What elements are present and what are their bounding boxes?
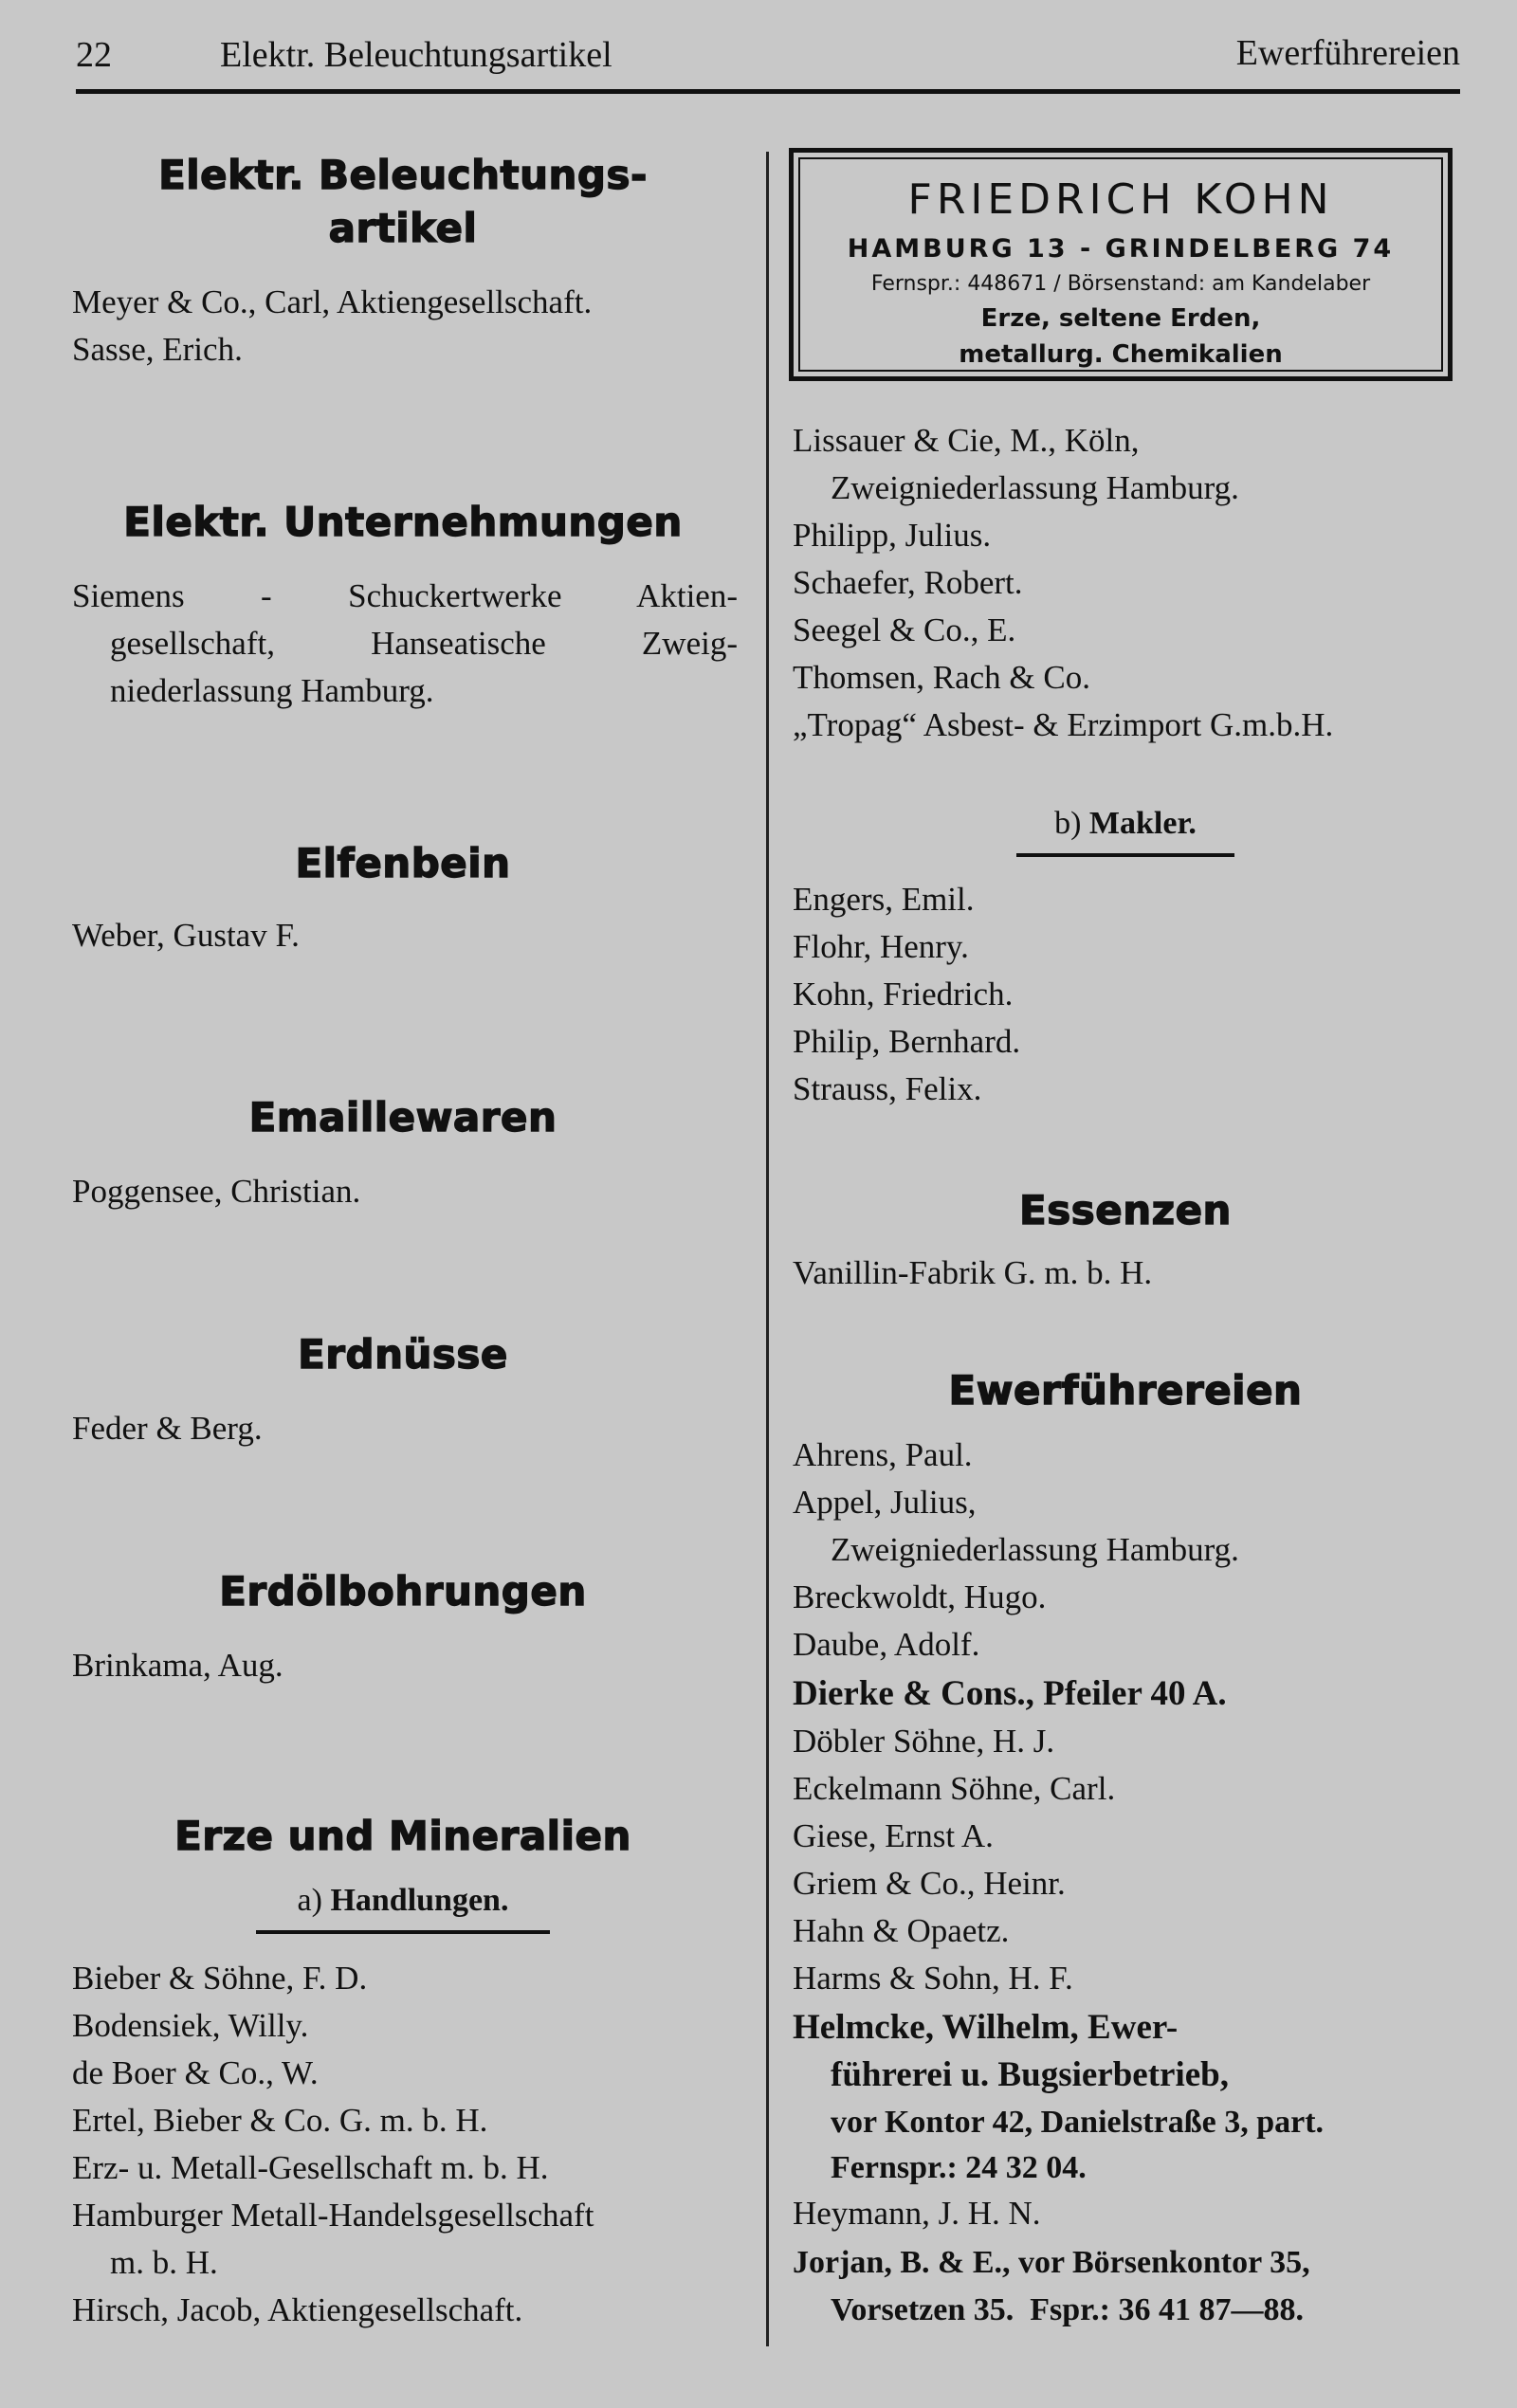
ad-company-name: FRIEDRICH KOHN [907, 175, 1334, 224]
subheading-prefix: a) [297, 1883, 322, 1918]
list-item-bold: Dierke & Cons., Pfeiler 40 A. [793, 1674, 1227, 1713]
list-item: Seegel & Co., E. [793, 611, 1016, 648]
list-item: Eckelmann Söhne, Carl. [793, 1770, 1116, 1807]
list-item: Griem & Co., Heinr. [793, 1865, 1066, 1902]
list-item: de Boer & Co., W. [72, 2054, 319, 2091]
list-item: Siemens - Schuckertwerke Aktien- [72, 577, 738, 614]
list-item: Bodensiek, Willy. [72, 2007, 309, 2044]
section-heading: Essenzen [1019, 1187, 1232, 1233]
list-item: Bieber & Söhne, F. D. [72, 1960, 368, 1997]
list-item: Hahn & Opaetz. [793, 1912, 1010, 1949]
list-item: Sasse, Erich. [72, 331, 243, 368]
subheading-rule [1016, 853, 1234, 857]
list-item-bold: vor Kontor 42, Danielstraße 3, part. [831, 2105, 1325, 2140]
section-heading: Erze und Mineralien [174, 1813, 631, 1859]
header-title: Elektr. Beleuchtungsartikel [220, 35, 612, 75]
section-heading: Erdnüsse [298, 1331, 508, 1377]
list-item: Giese, Ernst A. [793, 1817, 994, 1854]
list-item: Hirsch, Jacob, Aktiengesellschaft. [72, 2291, 523, 2328]
list-item: Feder & Berg. [72, 1410, 263, 1447]
list-item-bold: Vorsetzen 35. Fspr.: 36 41 87—88. [831, 2292, 1304, 2327]
list-item: Ahrens, Paul. [793, 1436, 973, 1473]
list-item-bold: Helmcke, Wilhelm, Ewer- [793, 2008, 1179, 2047]
header-rule [76, 89, 1460, 94]
section-heading: Erdölbohrungen [219, 1568, 587, 1614]
section-heading-cont: artikel [328, 205, 478, 251]
list-item: gesellschaft, Hanseatische Zweig- [110, 625, 738, 662]
list-item: Philipp, Julius. [793, 517, 992, 554]
subheading [789, 802, 1462, 846]
list-item: Lissauer & Cie, M., Köln, [793, 422, 1140, 459]
list-item: „Tropag“ Asbest- & Erzimport G.m.b.H. [793, 706, 1334, 743]
ad-phone: Fernspr.: 448671 / Börsenstand: am Kandelaber [870, 272, 1371, 296]
column-divider [766, 152, 769, 2346]
list-item: Hamburger Metall-Handelsgesellschaft [72, 2197, 594, 2234]
list-item: Weber, Gustav F. [72, 917, 300, 954]
list-item: niederlassung Hamburg. [110, 672, 434, 709]
ad-goods: Erze, seltene Erden, [980, 304, 1261, 333]
list-item: Schaefer, Robert. [793, 564, 1023, 601]
subheading-title: Handlungen. [330, 1883, 509, 1918]
page-number: 22 [76, 35, 112, 75]
running-head: Ewerführereien [1235, 33, 1460, 73]
list-item: Engers, Emil. [793, 881, 975, 918]
section-heading: Elektr. Unternehmungen [123, 499, 683, 545]
list-item: Zweigniederlassung Hamburg. [831, 469, 1239, 506]
ad-goods: metallurg. Chemikalien [959, 340, 1283, 369]
list-item: Brinkama, Aug. [72, 1647, 283, 1684]
ad-address: HAMBURG 13 - GRINDELBERG 74 [847, 234, 1395, 264]
list-item: Heymann, J. H. N. [793, 2195, 1041, 2232]
list-item: Poggensee, Christian. [72, 1173, 361, 1210]
list-item: Philip, Bernhard. [793, 1023, 1021, 1060]
list-item: Meyer & Co., Carl, Aktiengesellschaft. [72, 283, 593, 320]
list-item: Breckwoldt, Hugo. [793, 1578, 1047, 1615]
section-heading: Elfenbein [295, 840, 511, 886]
list-item: Döbler Söhne, H. J. [793, 1723, 1055, 1760]
list-item: Zweigniederlassung Hamburg. [831, 1531, 1239, 1568]
list-item: Erz- u. Metall-Gesellschaft m. b. H. [72, 2149, 549, 2186]
list-item: m. b. H. [110, 2244, 218, 2281]
list-item: Thomsen, Rach & Co. [793, 659, 1090, 696]
advertisement-box [789, 148, 1453, 381]
section-heading: Emaillewaren [248, 1094, 557, 1140]
subheading [68, 1879, 738, 1923]
list-item-bold: Jorjan, B. & E., vor Börsenkontor 35, [793, 2245, 1310, 2280]
list-item: Appel, Julius, [793, 1484, 977, 1521]
section-heading: Elektr. Beleuchtungs- [158, 152, 648, 198]
list-item: Ertel, Bieber & Co. G. m. b. H. [72, 2102, 488, 2139]
list-item: Flohr, Henry. [793, 928, 969, 965]
list-item: Vanillin-Fabrik G. m. b. H. [793, 1254, 1153, 1291]
list-item: Daube, Adolf. [793, 1626, 980, 1663]
section-heading: Ewerführereien [948, 1367, 1303, 1414]
list-item: Harms & Sohn, H. F. [793, 1960, 1073, 1997]
list-item-bold: Fernspr.: 24 32 04. [831, 2150, 1087, 2185]
subheading-rule [256, 1930, 550, 1934]
list-item: Kohn, Friedrich. [793, 976, 1014, 1012]
page-header [76, 27, 1460, 83]
list-item-bold: führerei u. Bugsierbetrieb, [831, 2055, 1229, 2094]
list-item: Strauss, Felix. [793, 1070, 982, 1107]
subheading-title: Makler. [1088, 806, 1197, 841]
subheading-prefix: b) [1054, 806, 1082, 841]
